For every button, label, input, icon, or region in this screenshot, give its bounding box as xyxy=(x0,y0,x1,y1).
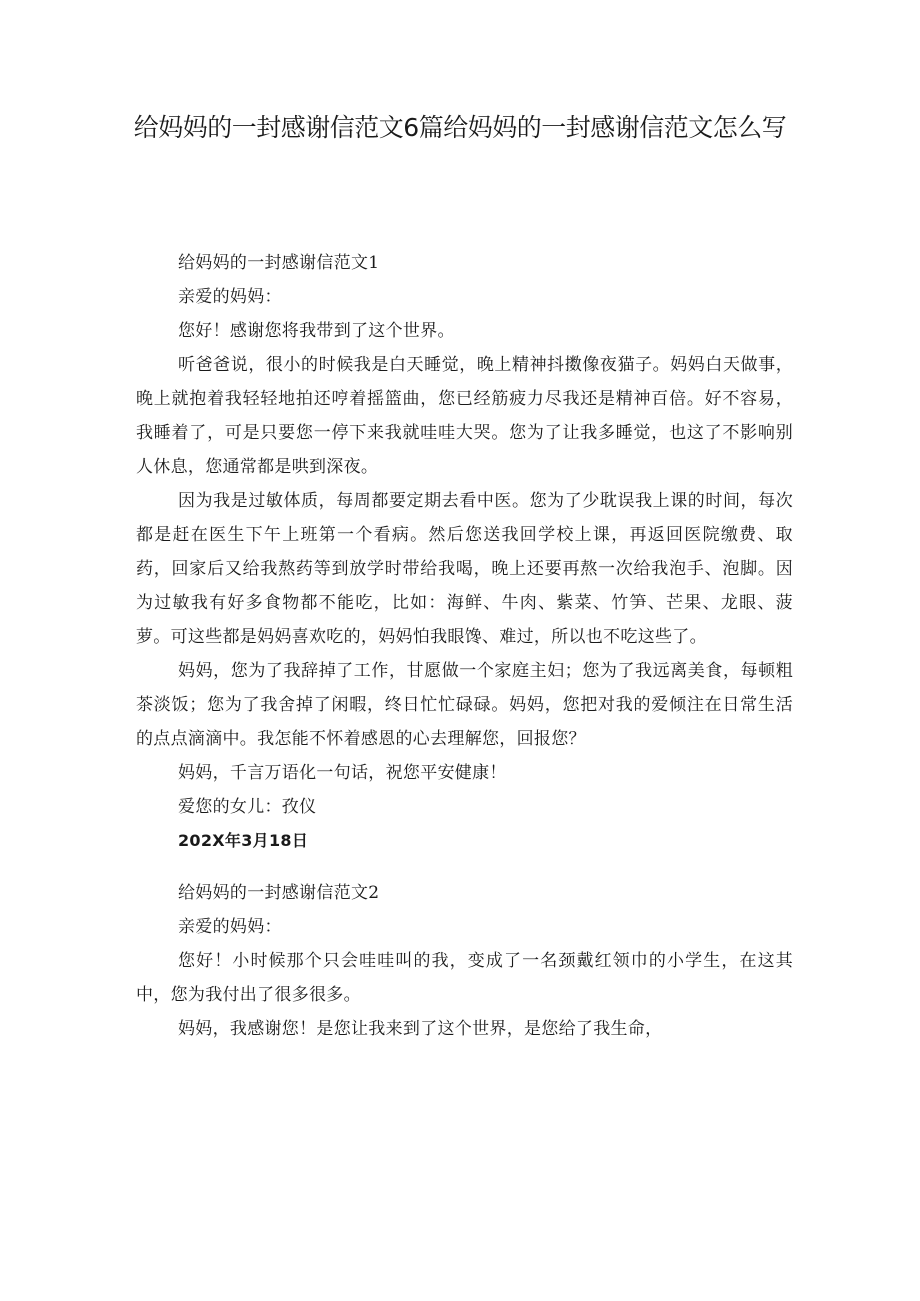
letter-paragraph: 妈妈，您为了我辞掉了工作，甘愿做一个家庭主妇；您为了我远离美食，每顿粗茶淡饭；您为了我舍掉了闲暇，终日忙忙碌碌。妈妈，您把对我的爱倾注在日常生活的点点滴滴中。我怎能不怀着感恩的心去理解您，回报您？ xyxy=(136,661,793,749)
section-gap xyxy=(136,858,793,876)
letter-heading: 给妈妈的一封感谢信范文2 xyxy=(178,883,380,903)
letter-paragraph: 听爸爸说，很小的时候我是白天睡觉，晚上精神抖擞像夜猫子。妈妈白天做事，晚上就抱着我轻轻地拍还哼着摇篮曲，您已经筋疲力尽我还是精神百倍。好不容易，我睡着了，可是只要您一停下来我就哇哇大哭。您为了让我多睡觉，也这了不影响别人休息，您通常都是哄到深夜。 xyxy=(136,355,793,477)
letter-paragraph: 您好！感谢您将我带到了这个世界。 xyxy=(178,321,455,341)
letter-paragraph: 妈妈，我感谢您！是您让我来到了这个世界，是您给了我生命， xyxy=(178,1019,663,1039)
document-title: 给妈妈的一封感谢信范文6篇给妈妈的一封感谢信范文怎么写 xyxy=(133,113,787,142)
letter-1 xyxy=(136,246,793,1046)
letter-salutation: 亲爱的妈妈： xyxy=(178,287,282,307)
letter-paragraph: 妈妈，千言万语化一句话，祝您平安健康！ xyxy=(178,763,507,783)
letter-paragraph: 您好！小时候那个只会哇哇叫的我，变成了一名颈戴红领巾的小学生，在这其中，您为我付出了很多很多。 xyxy=(136,951,793,1005)
letter-heading: 给妈妈的一封感谢信范文1 xyxy=(178,253,380,273)
letter-paragraph: 因为我是过敏体质，每周都要定期去看中医。您为了少耽误我上课的时间，每次都是赶在医生下午上班第一个看病。然后您送我回学校上课，再返回医院缴费、取药，回家后又给我熬药等到放学时带给我喝，晚上还要再熬一次给我泡手、泡脚。因为过敏我有好多食物都不能吃，比如：海鲜、牛肉、紫菜、竹笋、芒果、龙眼、菠萝。可这些都是妈妈喜欢吃的，妈妈怕我眼馋、难过，所以也不吃这些了。 xyxy=(136,491,793,647)
letter-signature: 爱您的女儿：孜仪 xyxy=(178,797,317,817)
letter-salutation: 亲爱的妈妈： xyxy=(178,917,282,937)
letter-date: 202X年3月18日 xyxy=(178,831,309,850)
